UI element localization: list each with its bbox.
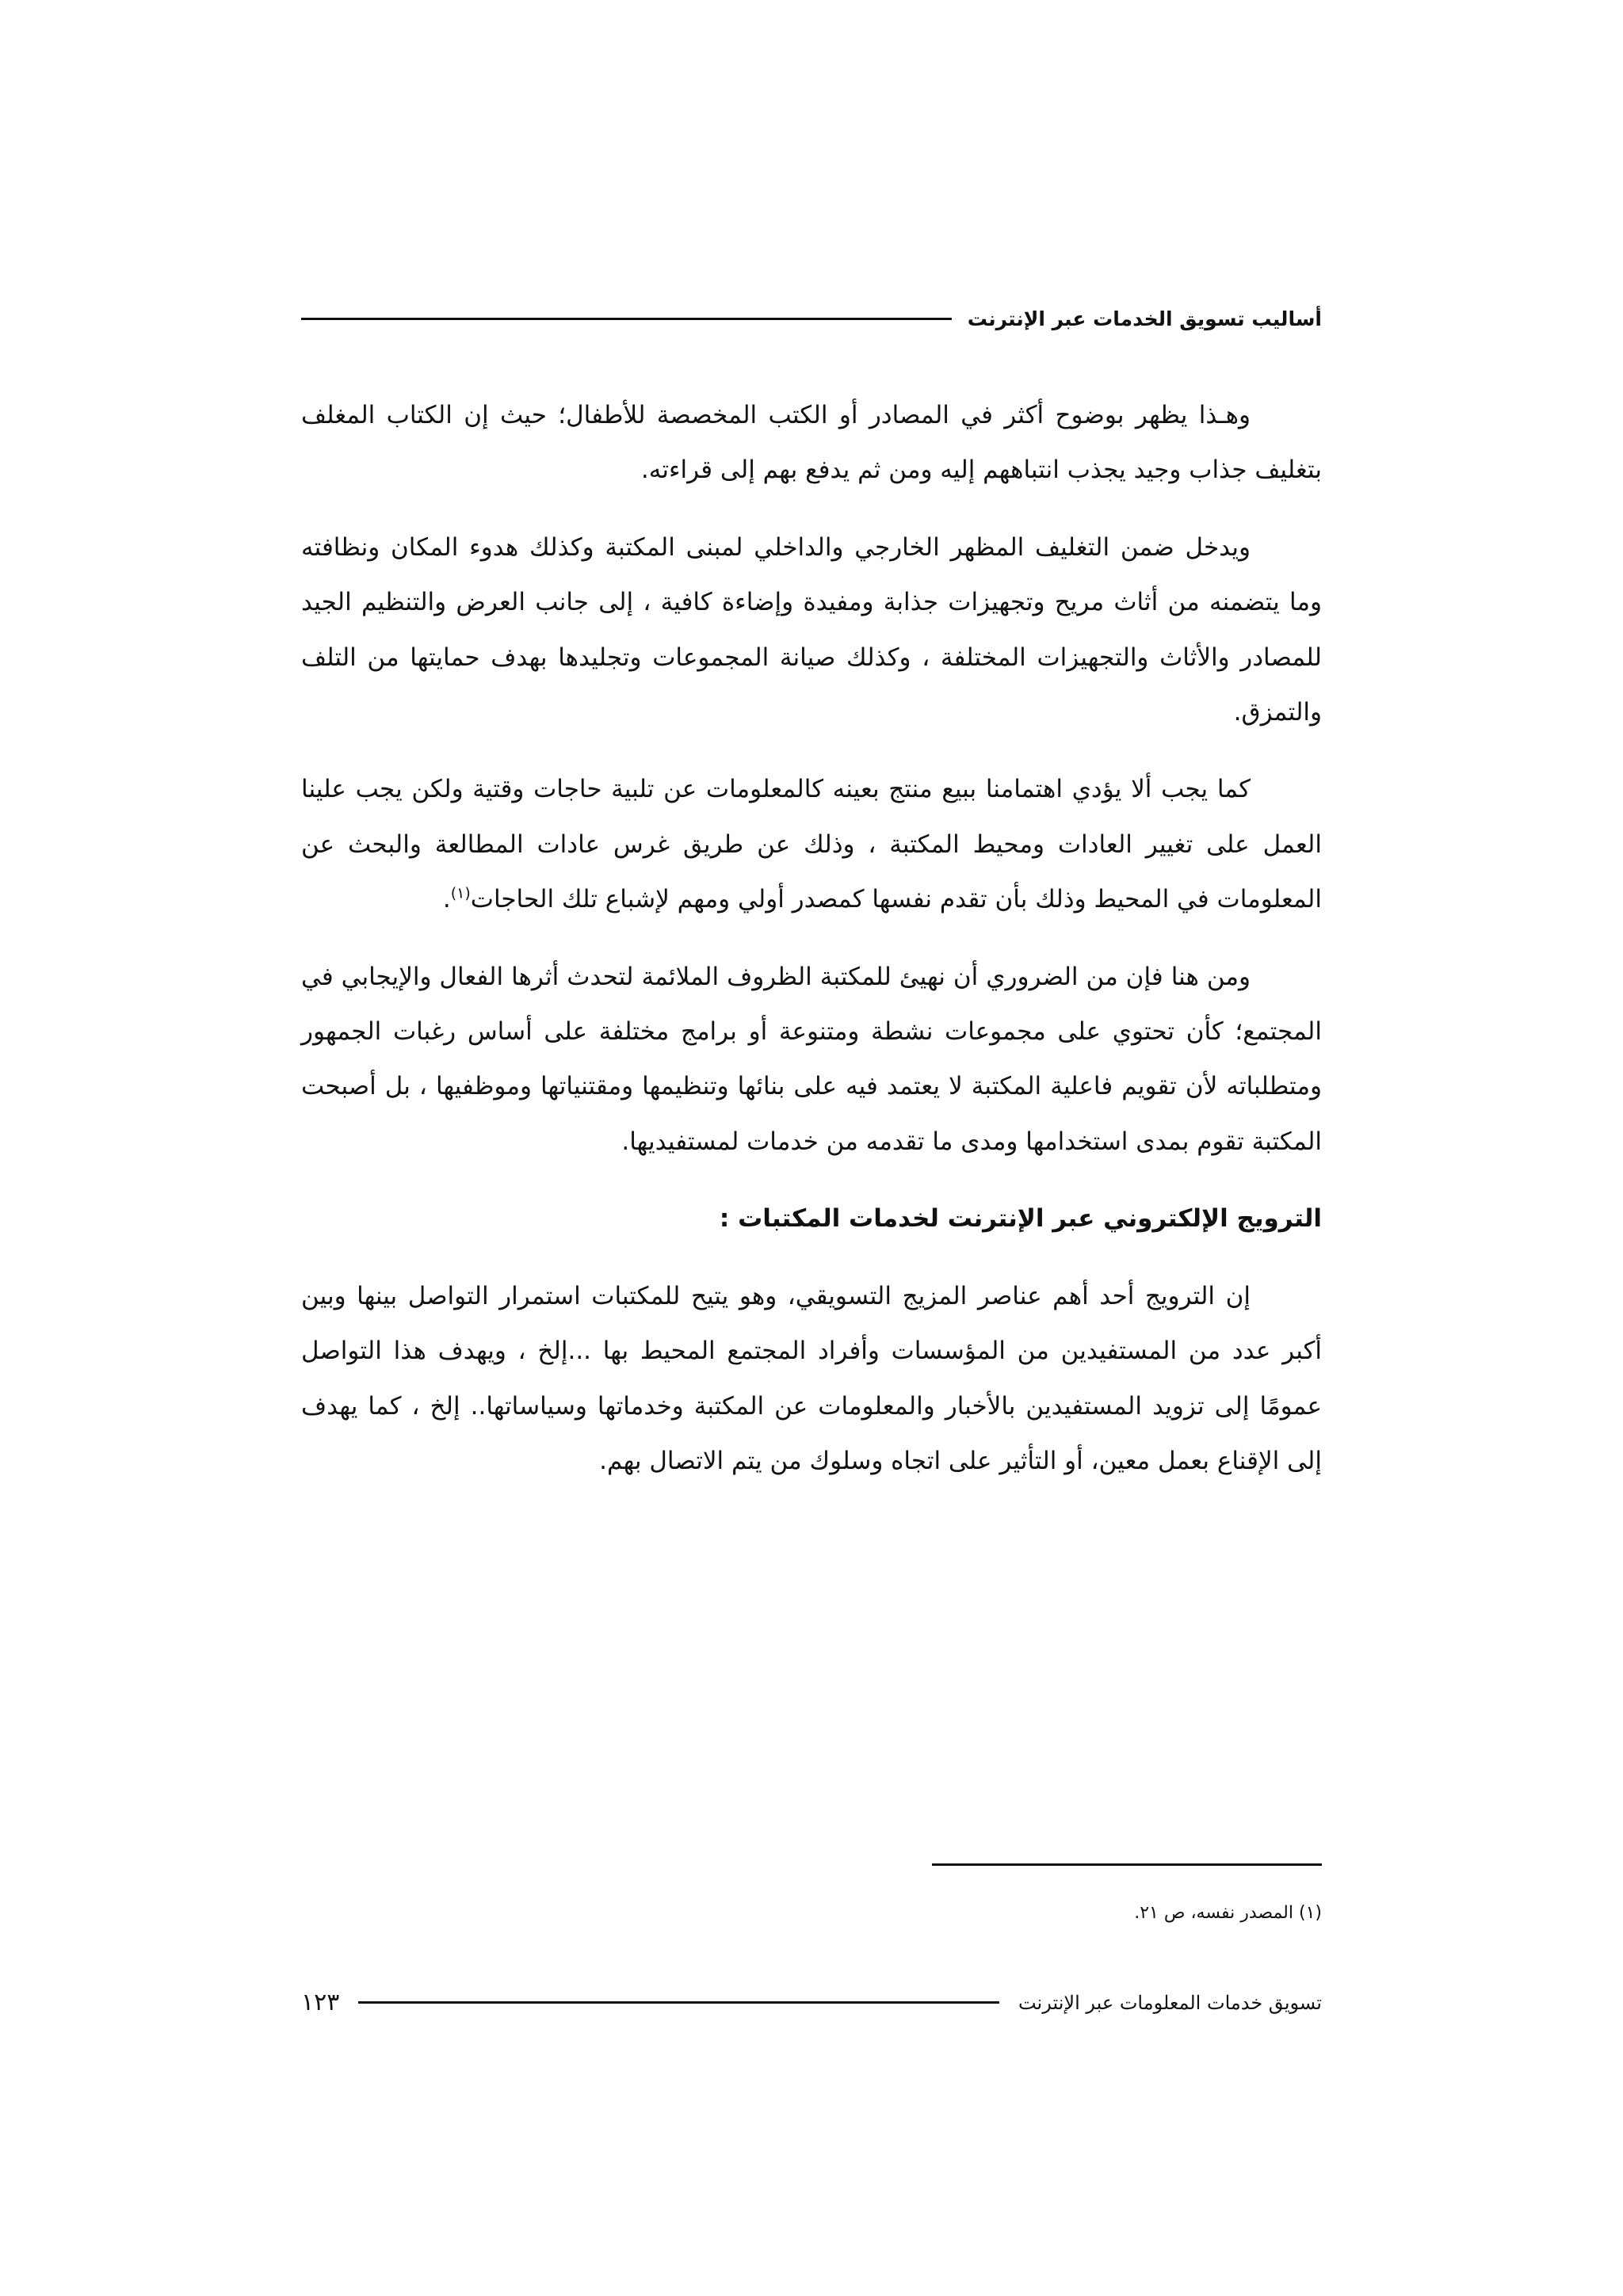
paragraph-with-footnote <box>301 762 1322 927</box>
section-heading: الترويج الإلكتروني عبر الإنترنت لخدمات المكتبات : <box>719 1204 1322 1234</box>
paragraph: ومن هنا فإن من الضروري أن نهيئ للمكتبة الظروف الملائمة لتحدث أثرها الفعال والإيجابي في المجتمع؛ كأن تحتوي على مجموعات نشطة ومتنوعة أو برامج مختلفة على أساس رغبات الجمهور ومتطلباته لأن تقويم فاعلية المكتبة لا يعتمد فيه على بنائها وتنظيمها ومقتنياتها وموظفيها ، بل أصبحت المكتبة تقوم بمدى استخدامها ومدى ما تقدمه من خدمات لمستفيديها. <box>301 962 1322 1156</box>
footnote-separator <box>932 1863 1322 1866</box>
chapter-title: أساليب تسويق الخدمات عبر الإنترنت <box>967 307 1322 330</box>
book-title: تسويق خدمات المعلومات عبر الإنترنت <box>1018 1991 1322 2014</box>
paragraph-text: كما يجب ألا يؤدي اهتمامنا ببيع منتج بعينه كالمعلومات عن تلبية حاجات وقتية ولكن يجب علينا العمل على تغيير العادات ومحيط المكتبة ، وذلك عن طريق غرس عادات المطالعة والبحث عن المعلومات في المحيط وذلك بأن تقدم نفسها كمصدر أولي ومهم لإشباع تلك الحاجات <box>301 775 1322 914</box>
paragraph: ويدخل ضمن التغليف المظهر الخارجي والداخلي لمبنى المكتبة وكذلك هدوء المكان ونظافته وما يتضمنه من أثاث مريح وتجهيزات جذابة ومفيدة وإضاءة كافية ، إلى جانب العرض والتنظيم الجيد للمصادر والأثاث والتجهيزات المختلفة ، وكذلك صيانة المجموعات وتجليدها بهدف حمايتها من التلف والتمزق. <box>301 532 1322 727</box>
footnote: (١) المصدر نفسه، ص ٢١. <box>1134 1903 1322 1923</box>
running-footer <box>301 1989 1322 2016</box>
paragraph: وهـذا يظهر بوضوح أكثر في المصادر أو الكتب المخصصة للأطفال؛ حيث إن الكتاب المغلف بتغليف جذاب وجيد يجذب انتباههم إليه ومن ثم يدفع بهم إلى قراءته. <box>301 401 1322 485</box>
page-number: ١٢٣ <box>301 1989 340 2016</box>
paragraph: إن الترويج أحد أهم عناصر المزيج التسويقي، وهو يتيح للمكتبات استمرار التواصل بينها وبين أكبر عدد من المستفيدين من المؤسسات وأفراد المجتمع المحيط بها ...إلخ ، ويهدف هذا التواصل عمومًا إلى تزويد المستفيدين بالأخبار والمعلومات عن المكتبة وخدماتها وسياساتها.. إلخ ، كما يهدف إلى الإقناع بعمل معين، أو التأثير على اتجاه وسلوك من يتم الاتصال بهم. <box>301 1281 1322 1475</box>
footer-rule <box>358 2001 999 2004</box>
running-header <box>301 307 1322 330</box>
body-text <box>301 388 1322 1489</box>
header-rule <box>301 318 952 320</box>
paragraph-end: . <box>442 885 451 914</box>
footnote-reference[interactable]: (١) <box>450 884 471 902</box>
